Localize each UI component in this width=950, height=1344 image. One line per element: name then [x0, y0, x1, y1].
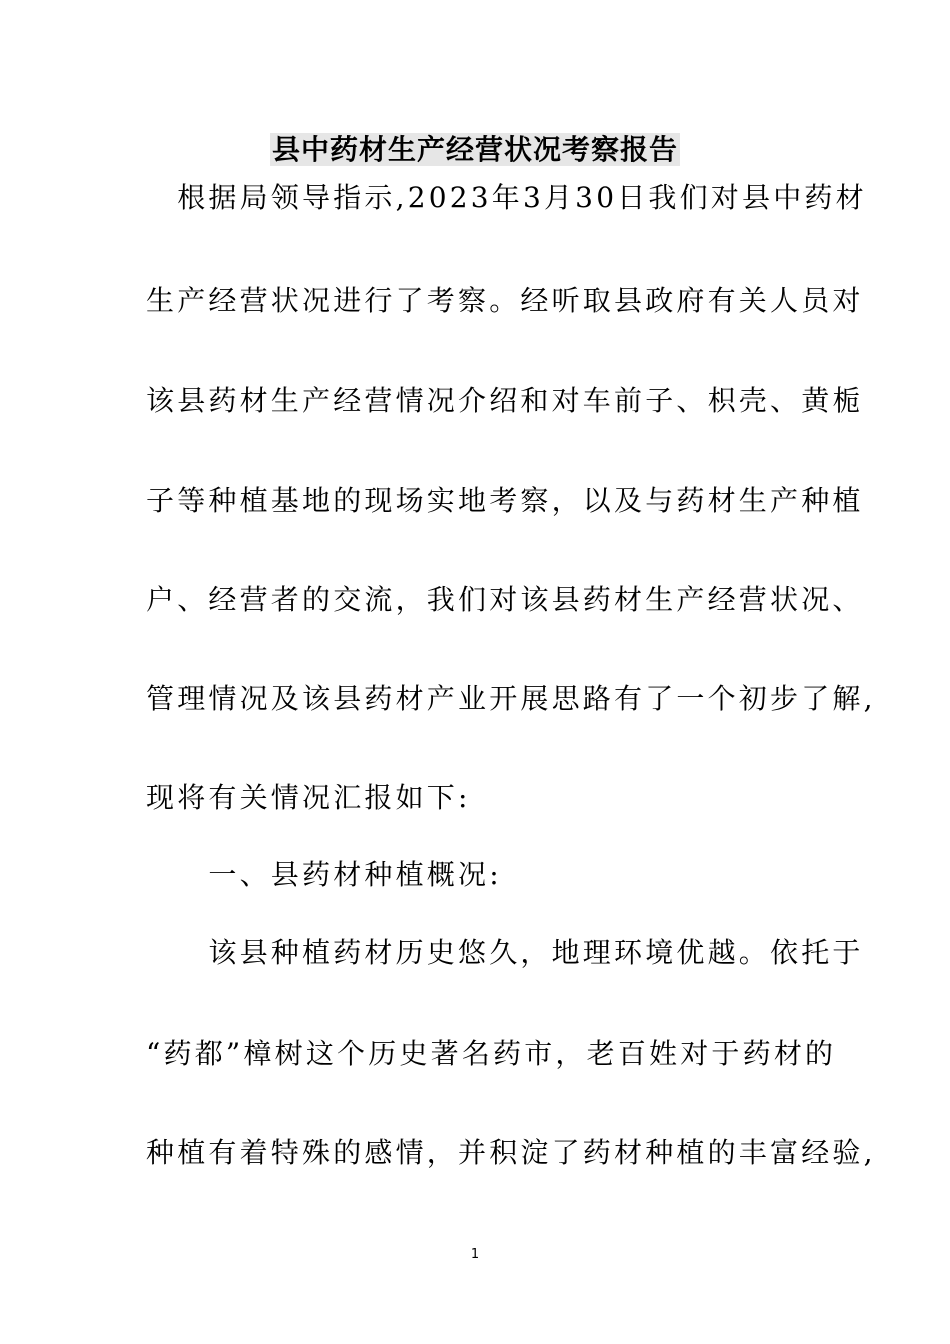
- paragraph-line: 户、经营者的交流，我们对该县药材生产经营状况、: [146, 583, 864, 616]
- paragraph-line: 子等种植基地的现场实地考察，以及与药材生产种植: [146, 484, 864, 517]
- paragraph-line: 该县种植药材历史悠久，地理环境优越。依托于: [146, 936, 864, 969]
- page-number: 1: [470, 1247, 480, 1262]
- paragraph-line: 种植有着特殊的感情，并积淀了药材种植的丰富经验,: [146, 1136, 876, 1169]
- paragraph-line: 根据局领导指示,2023年3月30日我们对县中药材: [146, 181, 867, 214]
- document-title: [0, 128, 950, 172]
- paragraph-line: 现将有关情况汇报如下:: [146, 781, 471, 814]
- document-title-text: 县中药材生产经营状况考察报告: [271, 133, 678, 166]
- paragraph-line: 生产经营状况进行了考察。经听取县政府有关人员对: [146, 284, 864, 317]
- paragraph-line: “药都”樟树这个历史著名药市，老百姓对于药材的: [146, 1037, 837, 1070]
- paragraph-line: 管理情况及该县药材产业开展思路有了一个初步了解,: [146, 682, 876, 715]
- section-heading: 一、县药材种植概况:: [146, 858, 502, 891]
- paragraph-line: 该县药材生产经营情况介绍和对车前子、枳壳、黄栀: [146, 384, 864, 417]
